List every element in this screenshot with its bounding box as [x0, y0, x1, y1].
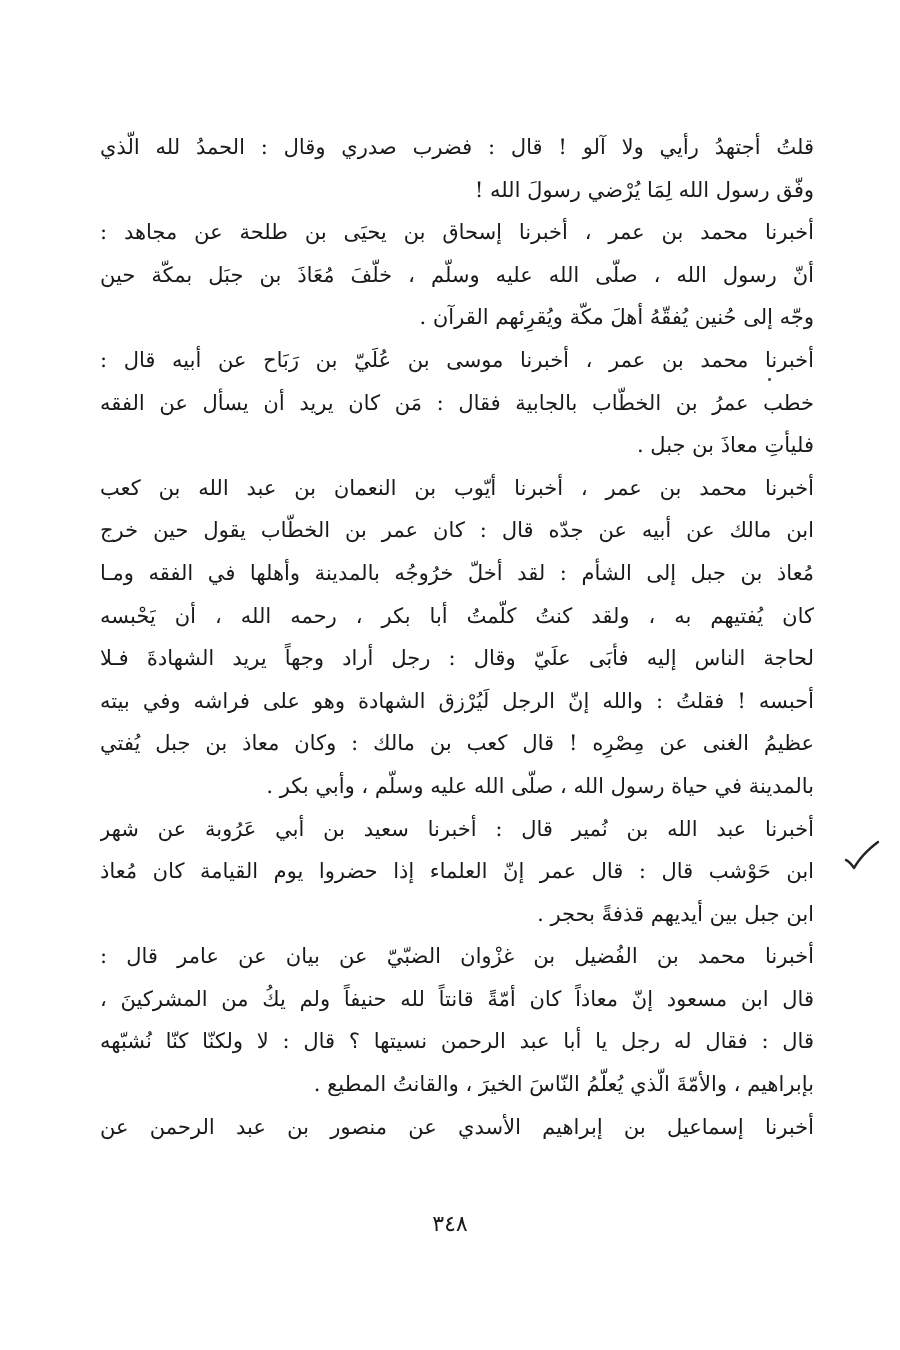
page-number: ٣٤٨ — [432, 1212, 468, 1237]
text-line: أنّ رسول الله ، صلّى الله عليه وسلّم ، خلّفَ مُعَاذَ بن جبَل بمكّة حين — [100, 262, 814, 287]
text-line: ابن مالك عن أبيه عن جدّه قال : كان عمر بن الخطّاب يقول حين خرج — [100, 518, 814, 543]
text-line: لحاجة الناس إليه فأبَى علَيّ وقال : رجل أراد وجهاً يريد الشهادةَ فـلا — [100, 646, 814, 671]
text-line: وفّق رسول الله لِمَا يُرْضي رسولَ الله ! — [474, 177, 814, 202]
text-line: أخبرنا محمد بن عمر ، أخبرنا أيّوب بن النعمان بن عبد الله بن كعب — [100, 475, 814, 500]
text-line: أخبرنا محمد بن الفُضيل بن غزْوان الضبّيّ عن بيان عن عامر قال : — [100, 944, 814, 969]
text-line: فليأتِ معاذَ بن جبل . — [636, 433, 814, 458]
text-line: ابن جبل بين أيديهم قذفةً بحجر . — [537, 901, 814, 926]
text-line: كان يُفتيهم به ، ولقد كنتُ كلّمتُ أبا بكر ، رحمه الله ، أن يَحْبسه — [100, 603, 814, 628]
text-line: أخبرنا عبد الله بن نُمير قال : أخبرنا سعيد بن أبي عَرُوبة عن شهر — [100, 816, 814, 841]
text-line: ابن حَوْشب قال : قال عمر إنّ العلماء إذا حضروا يوم القيامة كان مُعاذ — [100, 859, 814, 884]
text-line: وجّه إلى حُنين يُفقّهُ أهلَ مكّة ويُقرِئهم القرآن . — [419, 305, 814, 330]
text-line: أخبرنا محمد بن عمر ، أخبرنا إسحاق بن يحيَى بن طلحة عن مجاهد : — [100, 220, 814, 245]
text-line: قال ابن مسعود إنّ معاذاً كان أمّةً قانتاً لله حنيفاً ولم يكُ من المشركينَ ، — [100, 986, 814, 1011]
text-line: بإبراهيم ، والأمّةَ الّذي يُعلّمُ النّاسَ الخيرَ ، والقانتُ المطيع . — [313, 1072, 814, 1097]
text-line: قلتُ أجتهدُ رأيي ولا آلو ! قال : فضرب صدري وقال : الحمدُ لله الّذي — [100, 135, 814, 159]
handwritten-check-mark-icon — [842, 838, 882, 878]
text-line: مُعاذ بن جبل إلى الشأم : لقد أخلّ خرُوجُه بالمدينة وأهلها في الفقه ومـا — [100, 560, 814, 585]
text-line: قال : فقال له رجل يا أبا عبد الرحمن نسيتها ؟ قال : لا ولكنّا كنّا نُشبّهه — [100, 1029, 814, 1054]
text-line: أخبرنا إسماعيل بن إبراهيم الأسدي عن منصور بن عبد الرحمن عن — [100, 1114, 814, 1139]
text-line: أحبسه ! فقلتُ : والله إنّ الرجل لَيُرْزق الشهادة وهو على فراشه وفي بيته — [100, 688, 814, 713]
text-line: خطب عمرُ بن الخطّاب بالجابية فقال : مَن كان يريد أن يسأل عن الفقه — [100, 390, 814, 415]
text-line: أخبرنا محمد بن عمر ، أخبرنا موسى بن عُلَيّ بن رَبَاح عن أبيه قال : — [100, 347, 814, 372]
text-line: بالمدينة في حياة رسول الله ، صلّى الله عليه وسلّم ، وأبي بكر . — [266, 773, 814, 798]
scan-speck — [768, 378, 771, 381]
text-line: عظيمُ الغنى عن مِصْرِه ! قال كعب بن مالك : وكان معاذ بن جبل يُفتي — [100, 731, 814, 756]
body-text — [100, 126, 814, 1148]
